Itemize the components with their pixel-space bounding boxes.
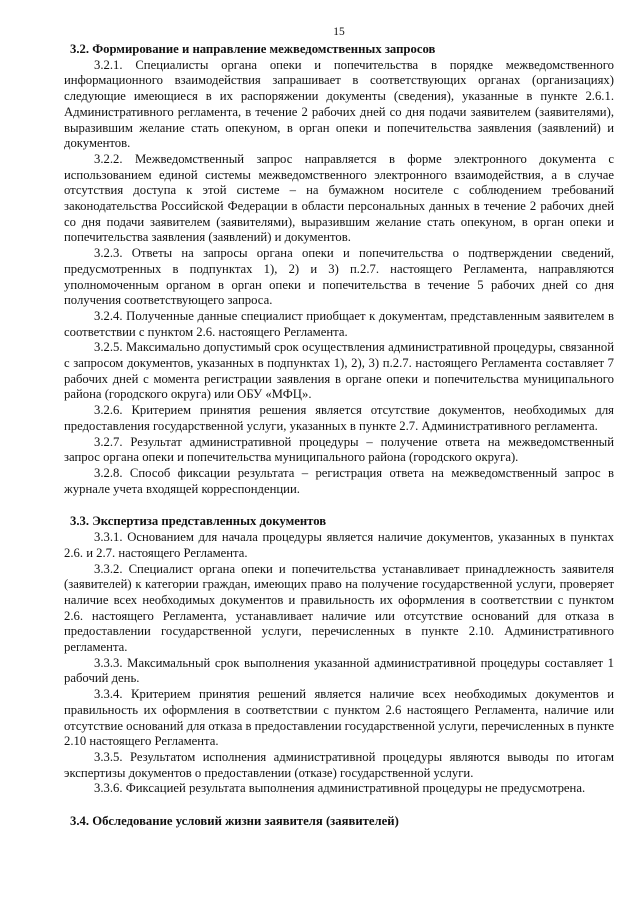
section-heading: 3.4. Обследование условий жизни заявителя (заявителей) — [70, 814, 399, 829]
paragraph-3-3-3: 3.3.3. Максимальный срок выполнения указанной административной процедуры составляет 1 рабочий день. — [64, 655, 614, 686]
section-heading: 3.3. Экспертиза представленных документов — [70, 514, 327, 529]
paragraph-3-3-6: 3.3.6. Фиксацией результата выполнения административной процедуры не предусмотрена. — [94, 781, 586, 796]
paragraph-3-2-2: 3.2.2. Межведомственный запрос направляется в форме электронного документа с использованием единой системы межведомственного электронного взаимодействия, а в случае отсутствия доступа к этой системе – на бумажном носителе с соблюдением требований законодательства Российской Федерации в области персональных данных в течение 2 рабочих дней со дня подачи заявителем (заявителями), выразившим желание стать опекуном, в орган опеки и попечительства заявления (заявлений) и документов. — [64, 151, 614, 245]
paragraph-3-2-4: 3.2.4. Полученные данные специалист приобщает к документам, представленным заявителем в соответствии с пунктом 2.6. настоящего Регламента. — [64, 308, 614, 339]
paragraph-3-3-1: 3.3.1. Основанием для начала процедуры является наличие документов, указанных в пунктах 2.6. и 2.7. настоящего Регламента. — [64, 530, 614, 560]
paragraph-3-2-1: 3.2.1. Специалисты органа опеки и попечительства в порядке межведомственного информационного взаимодействия запрашивает в соответствующих органах (организациях) следующие имеющиеся в их распоряжении документы (сведения), указанные в пункте 2.6.1. Административного регламента, в течение 2 рабочих дней со дня подачи заявителем (заявителями), выразившим желание стать опекуном, в орган опеки и попечительства заявления (заявлений) и документов. — [64, 57, 614, 151]
paragraph-3-2-6: 3.2.6. Критерием принятия решения является отсутствие документов, необходимых для предоставления государственной услуги, указанных в пункте 2.7. Административного регламента. — [64, 403, 614, 433]
paragraph-3-2-3: 3.2.3. Ответы на запросы органа опеки и попечительства о подтверждении сведений, предусмотренных в подпунктах 1), 2) и 3) п.2.7. настоящего Регламента, направляются уполномоченным органом в орган опеки и попечительства в течение 5 рабочих дней со дня получения соответствующего запроса. — [64, 246, 614, 308]
paragraph-3-3-5: 3.3.5. Результатом исполнения административной процедуры являются выводы по итогам экспертизы документов о предоставлении (отказе) государственной услуги. — [64, 749, 614, 780]
section-3-2 — [64, 42, 614, 497]
paragraph-3-3-4: 3.3.4. Критерием принятия решений является наличие всех необходимых документов и правильность их оформления в соответствии с пунктом 2.6 настоящего Регламента, наличие или отсутствие оснований для отказа в предоставлении государственной услуги, перечисленных в пункте 2.10 настоящего Регламента. — [64, 687, 614, 749]
paragraph-3-2-7: 3.2.7. Результат административной процедуры – получение ответа на межведомственный запрос органа опеки и попечительства муниципального района (городского округа). — [64, 434, 614, 465]
section-3-4 — [64, 814, 614, 830]
paragraph-3-3-2: 3.3.2. Специалист органа опеки и попечительства устанавливает принадлежность заявителя (заявителей) к категории граждан, имеющих право на получение государственной услуги, проверяет наличие всех необходимых документов и правильность их оформления в соответствии с пунктом 2.6. настоящего Регламента, устанавливает наличие или отсутствие оснований для отказа в предоставлении государственной услуги, перечисленных в пункте 2.10. Административного регламента. — [64, 561, 614, 655]
section-3-3 — [64, 514, 614, 797]
page-number: 15 — [333, 26, 345, 38]
paragraph-3-2-8: 3.2.8. Способ фиксации результата – регистрация ответа на межведомственный запрос в журнале учета входящей корреспонденции. — [64, 465, 614, 496]
paragraph-3-2-5: 3.2.5. Максимально допустимый срок осуществления административной процедуры, связанной с запросом документов, указанных в подпунктах 1), 2), 3) п.2.7. настоящего Регламента составляет 7 рабочих дней с момента регистрации заявления в органе опеки и попечительства муниципального района (городского округа) или ОБУ «МФЦ». — [64, 340, 614, 402]
section-heading: 3.2. Формирование и направление межведомственных запросов — [70, 42, 436, 56]
